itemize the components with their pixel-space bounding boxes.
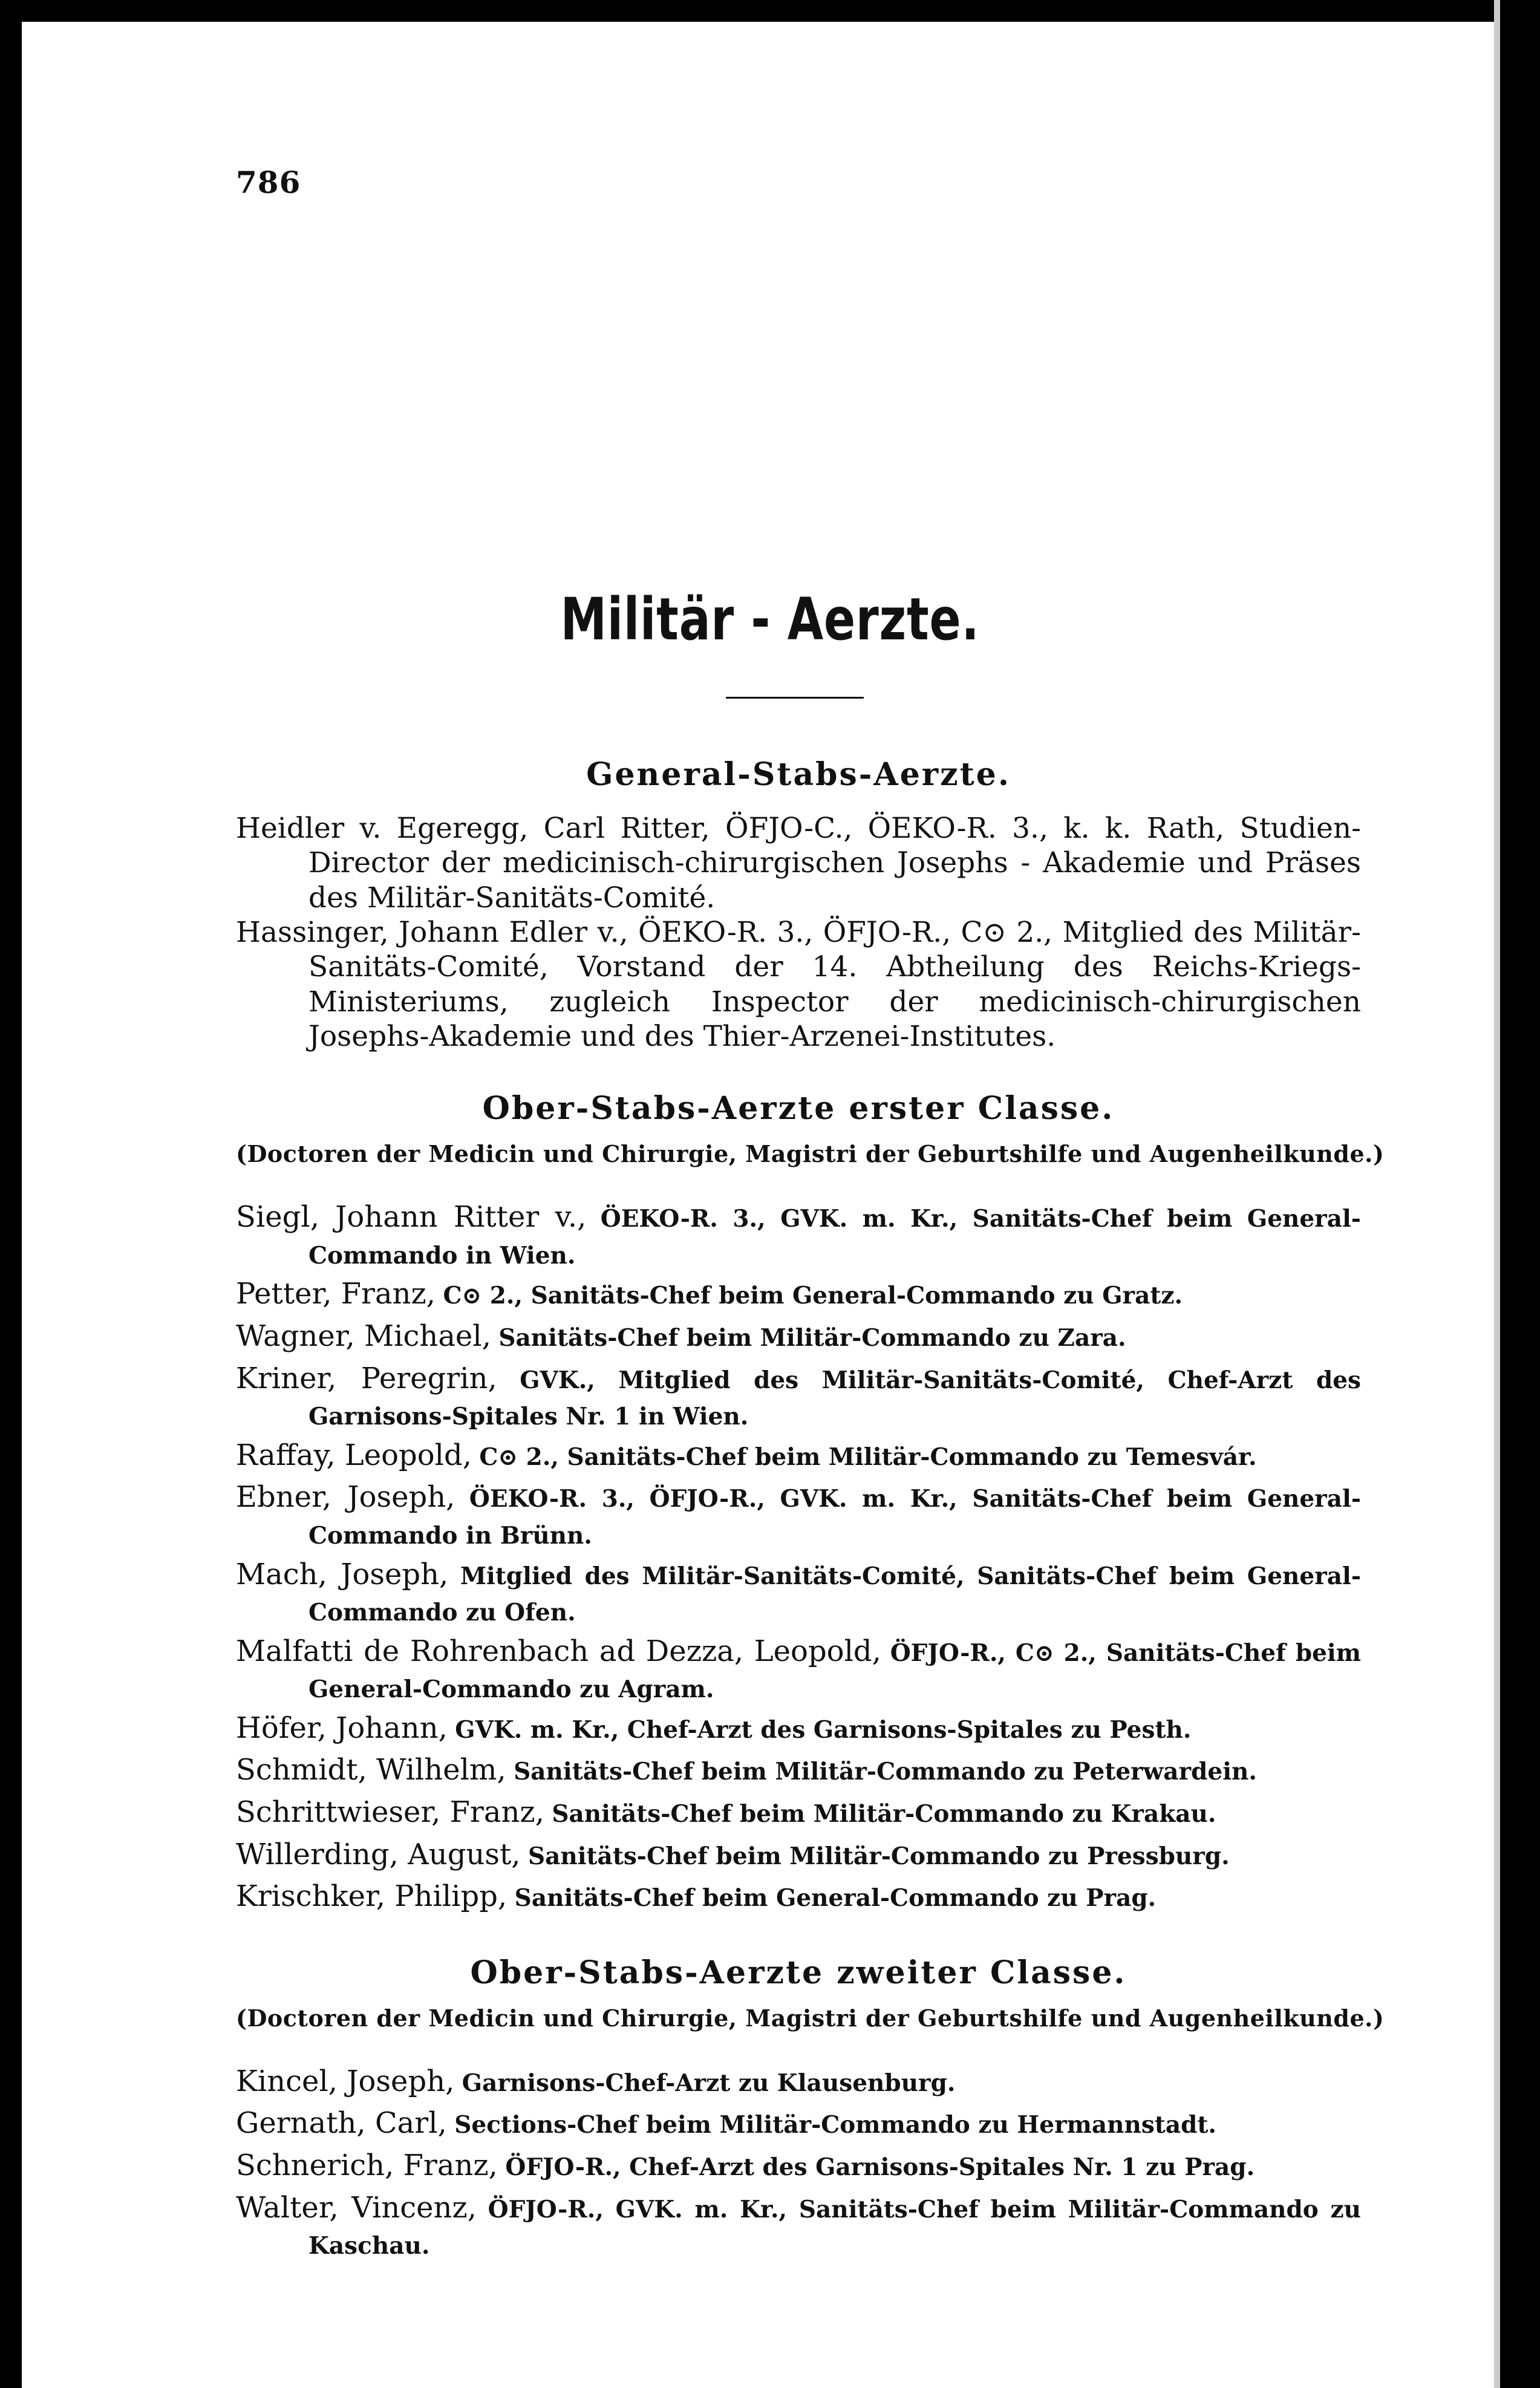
list-item <box>236 1631 1361 1708</box>
entry-name: Hassinger, Johann Edler v., <box>236 915 628 949</box>
entry-name: Ebner, Joseph, <box>236 1480 455 1515</box>
entry-details: GVK. m. Kr., Chef-Arzt des Garnisons-Spitales zu Pesth. <box>455 1715 1192 1744</box>
title-divider <box>726 697 864 699</box>
section-note: (Doctoren der Medicin und Chirurgie, Magistri der Geburtshilfe und Augenheilkunde.) <box>236 1140 1385 1168</box>
section-ober-stabs-aerzte-zweiter-classe <box>236 1954 1385 2264</box>
list-item <box>236 1554 1361 1631</box>
entry-details: ÖFJO-R., GVK. m. Kr., Sanitäts-Chef beim Militär-Commando zu Kaschau. <box>308 2195 1361 2260</box>
section-ober-stabs-aerzte-erster-classe <box>236 1090 1385 1917</box>
entry-name: Willerding, August, <box>236 1837 521 1871</box>
section-note: (Doctoren der Medicin und Chirurgie, Magistri der Geburtshilfe und Augenheilkunde.) <box>236 2004 1385 2032</box>
entry-details: ÖEKO-R. 3., GVK. m. Kr., Sanitäts-Chef beim General-Commando in Wien. <box>308 1205 1361 1270</box>
list-item <box>236 811 1361 915</box>
entry-details: Sections-Chef beim Militär-Commando zu Hermannstadt. <box>454 2111 1216 2139</box>
list-item <box>236 1749 1361 1792</box>
entry-details: Sanitäts-Chef beim Militär-Commando zu Peterwardein. <box>514 1758 1257 1786</box>
entry-details: Mitglied des Militär-Sanitäts-Comité, Sanitäts-Chef beim General-Commando zu Ofen. <box>308 1562 1362 1627</box>
entry-details: C⊙ 2., Sanitäts-Chef beim General-Commando zu Gratz. <box>443 1282 1183 1310</box>
list-item <box>236 1876 1361 1918</box>
page-title: Militär - Aerzte. <box>560 586 980 653</box>
list-item <box>236 1316 1361 1358</box>
list-item <box>236 915 1361 1054</box>
entry-details: ÖFJO-R., Chef-Arzt des Garnisons-Spitales Nr. 1 zu Prag. <box>505 2153 1255 2181</box>
entry-name: Schmidt, Wilhelm, <box>236 1753 506 1787</box>
entry-name: Krischker, Philipp, <box>236 1879 507 1914</box>
section-heading: Ober-Stabs-Aerzte erster Classe. <box>482 1090 1115 1127</box>
section-heading: Ober-Stabs-Aerzte zweiter Classe. <box>470 1954 1127 1991</box>
entry-details: ÖFJO-R., C⊙ 2., Sanitäts-Chef beim General-Commando zu Agram. <box>308 1639 1361 1704</box>
list-item <box>236 1476 1361 1553</box>
list-item <box>236 2187 1361 2264</box>
scan-border-right-edge <box>1494 0 1500 2388</box>
page-content <box>236 738 1385 2264</box>
entry-name: Raffay, Leopold, <box>236 1438 472 1472</box>
entry-name: Walter, Vincenz, <box>236 2190 477 2225</box>
list-item <box>236 1273 1361 1316</box>
entry-details: Sanitäts-Chef beim Militär-Commando zu Zara. <box>498 1324 1126 1352</box>
entry-details: ÖEKO-R. 3., ÖFJO-R., GVK. m. Kr., Sanitäts-Chef beim General-Commando in Brünn. <box>308 1485 1362 1550</box>
list-item <box>236 2145 1361 2187</box>
entry-details: ÖEKO-R. 3., ÖFJO-R., C⊙ 2., Mitglied des Militär-Sanitäts-Comité, Vorstand der 14. Abtheilung des Reichs-Kriegs-Ministeriums, zugleich Inspector der medicinisch-chirurgischen Josephs-Akademie und des Thier-Arzenei-Institutes. <box>308 915 1361 1053</box>
scan-border-top <box>0 0 1540 22</box>
entry-details: GVK., Mitglied des Militär-Sanitäts-Comité, Chef-Arzt des Garnisons-Spitales Nr. 1 in Wien. <box>308 1366 1361 1431</box>
entry-details: Sanitäts-Chef beim Militär-Commando zu Pressburg. <box>527 1842 1230 1870</box>
entry-name: Petter, Franz, <box>236 1277 436 1311</box>
entry-name: Mach, Joseph, <box>236 1557 449 1591</box>
entry-name: Kincel, Joseph, <box>236 2064 455 2098</box>
page-number: 786 <box>236 165 301 200</box>
entry-details: Sanitäts-Chef beim Militär-Commando zu Krakau. <box>552 1799 1216 1828</box>
list-item <box>236 1196 1361 1273</box>
scan-border-left <box>0 0 22 2388</box>
entry-name: Siegl, Johann Ritter v., <box>236 1200 587 1235</box>
entry-name: Heidler v. Egeregg, Carl Ritter, <box>236 812 710 845</box>
list-item <box>236 2103 1361 2145</box>
entry-name: Schnerich, Franz, <box>236 2148 498 2182</box>
entry-name: Schrittwieser, Franz, <box>236 1795 544 1829</box>
entry-details: Sanitäts-Chef beim General-Commando zu Prag. <box>514 1884 1157 1913</box>
section-general-stabs-aerzte <box>236 756 1361 1054</box>
entry-name: Malfatti de Rohrenbach ad Dezza, Leopold, <box>236 1634 881 1668</box>
entry-name: Gernath, Carl, <box>236 2106 447 2141</box>
scan-border-right <box>1500 0 1540 2388</box>
list-item <box>236 2061 1361 2103</box>
list-item <box>236 1792 1361 1834</box>
entry-name: Höfer, Johann, <box>236 1711 448 1745</box>
entry-details: ÖFJO-C., ÖEKO-R. 3., k. k. Rath, Studien-Director der medicinisch-chirurgischen Josephs - Akademie und Präses des Militär-Sanitäts-Comité. <box>308 812 1361 915</box>
entry-details: C⊙ 2., Sanitäts-Chef beim Militär-Commando zu Temesvár. <box>479 1443 1257 1471</box>
entry-name: Wagner, Michael, <box>236 1319 491 1354</box>
entry-details: Garnisons-Chef-Arzt zu Klausenburg. <box>462 2069 956 2097</box>
list-item <box>236 1834 1361 1876</box>
entry-name: Kriner, Peregrin, <box>236 1361 497 1395</box>
section-heading: General-Stabs-Aerzte. <box>586 756 1011 793</box>
list-item <box>236 1708 1361 1750</box>
list-item <box>236 1435 1361 1477</box>
list-item <box>236 1358 1361 1435</box>
